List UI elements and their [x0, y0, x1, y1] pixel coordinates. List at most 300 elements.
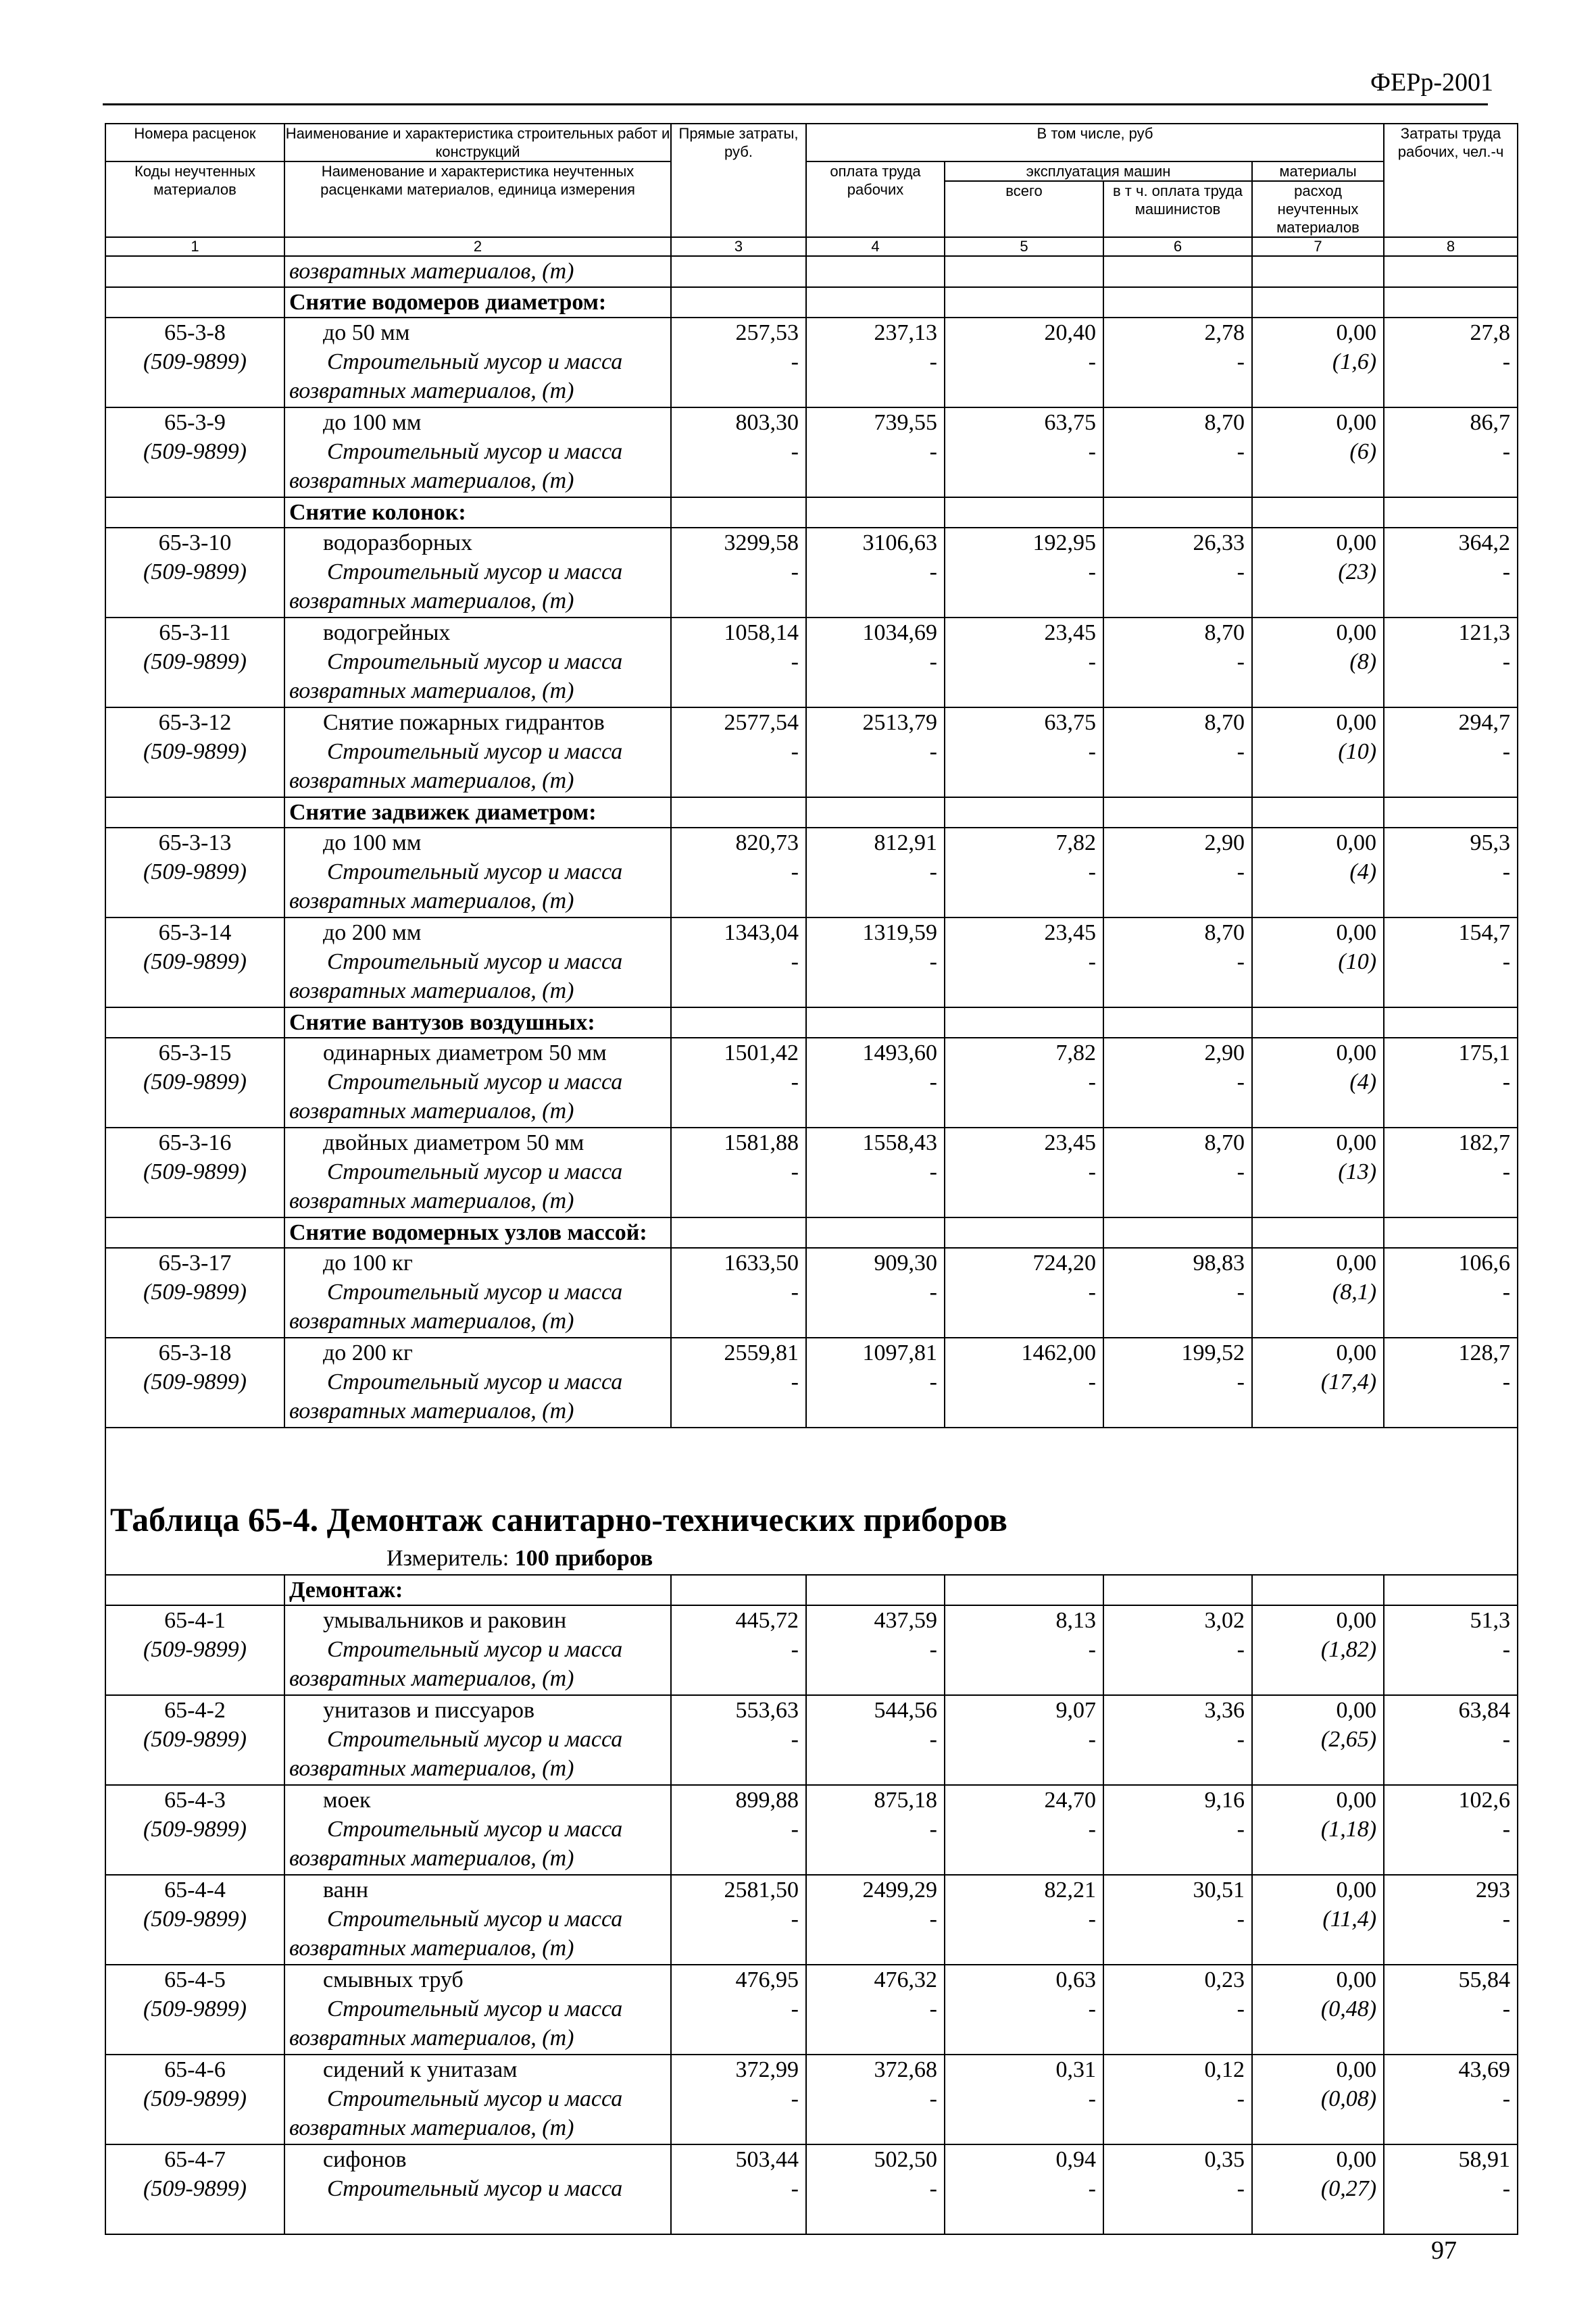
direct-cost [671, 1875, 806, 1965]
dash: - [1088, 949, 1096, 974]
work-name: до 200 кг [323, 1340, 413, 1365]
materials-cost [1252, 1875, 1384, 1965]
materials-cost [1252, 528, 1384, 618]
machine-cost-value: 8,13 [1055, 1608, 1096, 1633]
material-name-cont: возвратных материалов, (т) [289, 1188, 574, 1213]
direct-cost-value: 553,63 [735, 1698, 799, 1723]
labor-cost-value: 909,30 [874, 1251, 937, 1276]
dash: - [791, 1369, 799, 1394]
labor-hours-value: 95,3 [1470, 830, 1511, 855]
materials-cost [1252, 1695, 1384, 1785]
material-name-cont: возвратных материалов, (т) [289, 2115, 574, 2140]
work-description [284, 2144, 671, 2234]
machinist-labor-value: 0,23 [1204, 1967, 1245, 1992]
dash: - [1502, 649, 1511, 674]
direct-cost-value: 1633,50 [724, 1251, 799, 1276]
machine-cost [945, 917, 1103, 1007]
machinist-labor [1103, 917, 1252, 1007]
materials-cost-value: 0,00 [1336, 1967, 1377, 1992]
labor-hours [1384, 528, 1518, 618]
labor-hours [1384, 1338, 1518, 1428]
work-description [284, 618, 671, 707]
machine-cost-value: 23,45 [1044, 1130, 1096, 1155]
machinist-labor-value: 2,90 [1204, 830, 1245, 855]
machine-cost [945, 1875, 1103, 1965]
machine-cost-value: 724,20 [1032, 1251, 1096, 1276]
dash: - [1502, 1159, 1511, 1184]
machine-cost [945, 528, 1103, 618]
machine-cost [945, 407, 1103, 497]
labor-cost-value: 812,91 [874, 830, 937, 855]
material-qty: (0,48) [1320, 1996, 1377, 2021]
direct-cost-value: 257,53 [735, 320, 799, 345]
continuation-row [105, 256, 1518, 287]
material-qty: (0,08) [1320, 2086, 1377, 2111]
direct-cost [671, 1038, 806, 1128]
dash: - [1088, 1907, 1096, 1932]
machinist-labor-value: 26,33 [1193, 530, 1245, 555]
table-row [105, 707, 1518, 797]
table-row [105, 1875, 1518, 1965]
material-name-cont: возвратных материалов, (т) [289, 768, 574, 793]
direct-cost [671, 2144, 806, 2234]
material-qty: (13) [1338, 1159, 1377, 1184]
table-row [105, 828, 1518, 917]
direct-cost [671, 528, 806, 618]
col2-bottom: Наименование и характеристика неучтенных расценками материалов, единица измерения [284, 161, 671, 237]
labor-hours [1384, 707, 1518, 797]
work-name: смывных труб [323, 1967, 464, 1992]
labor-hours [1384, 1248, 1518, 1338]
col6-header: в т ч. оплата труда машинистов [1103, 181, 1252, 237]
empty-cell [945, 287, 1103, 318]
group-title: Снятие вантузов воздушных: [284, 1007, 671, 1038]
dash: - [929, 1907, 937, 1932]
machine-cost-value: 0,31 [1055, 2057, 1096, 2082]
rate-code: 65-4-6 [164, 2057, 226, 2082]
empty-cell [1384, 1217, 1518, 1248]
table2-meter [106, 1543, 1517, 1574]
table-row [105, 318, 1518, 407]
machinist-labor-value: 0,35 [1204, 2147, 1245, 2172]
materials-cost-value: 0,00 [1336, 830, 1377, 855]
materials-cost-value: 0,00 [1336, 1788, 1377, 1813]
machinist-labor-value: 8,70 [1204, 1130, 1245, 1155]
dash: - [1502, 439, 1511, 464]
empty-cell [1384, 797, 1518, 828]
table-row [105, 2144, 1518, 2234]
empty-cell [1252, 797, 1384, 828]
empty-cell [1103, 797, 1252, 828]
dash: - [1237, 1637, 1245, 1662]
dash: - [791, 739, 799, 764]
empty-cell [1252, 1217, 1384, 1248]
material-name-cont: возвратных материалов, (т) [289, 678, 574, 703]
material-qty: (10) [1338, 949, 1377, 974]
dash: - [1237, 1369, 1245, 1394]
labor-hours-value: 43,69 [1458, 2057, 1511, 2082]
table-row [105, 1128, 1518, 1217]
direct-cost-value: 899,88 [735, 1788, 799, 1813]
material-code: (509-9899) [143, 1817, 247, 1842]
dash: - [1502, 859, 1511, 884]
dash: - [791, 1907, 799, 1932]
rate-code: 65-4-3 [164, 1788, 226, 1813]
empty-cell [671, 1575, 806, 1605]
direct-cost-value: 3299,58 [724, 530, 799, 555]
empty-cell [105, 1007, 284, 1038]
machinist-labor [1103, 1965, 1252, 2055]
labor-cost [806, 1785, 945, 1875]
rate-code-cell [105, 1128, 284, 1217]
dash: - [1088, 1817, 1096, 1842]
empty-cell [945, 1575, 1103, 1605]
direct-cost-value: 476,95 [735, 1967, 799, 1992]
work-description [284, 1695, 671, 1785]
material-name: Строительный мусор и масса [327, 1369, 623, 1394]
meter-value: 100 приборов [514, 1546, 653, 1571]
labor-cost-value: 544,56 [874, 1698, 937, 1723]
labor-cost [806, 917, 945, 1007]
labor-hours [1384, 1965, 1518, 2055]
rate-code-cell [105, 528, 284, 618]
material-qty: (23) [1338, 559, 1377, 584]
dash: - [1502, 1817, 1511, 1842]
dash: - [929, 1727, 937, 1752]
empty-cell [806, 797, 945, 828]
direct-cost [671, 1695, 806, 1785]
materials-cost [1252, 917, 1384, 1007]
group-title: Снятие водомеров диаметром: [284, 287, 671, 318]
colnum: 8 [1384, 237, 1518, 256]
dash: - [791, 439, 799, 464]
dash: - [1237, 1159, 1245, 1184]
labor-hours [1384, 1695, 1518, 1785]
empty-cell [806, 497, 945, 528]
materials-cost [1252, 318, 1384, 407]
dash: - [929, 1996, 937, 2021]
dash: - [929, 649, 937, 674]
labor-cost [806, 1248, 945, 1338]
rate-code: 65-3-18 [158, 1340, 232, 1365]
material-name-cont: возвратных материалов, (т) [289, 1399, 574, 1424]
material-name: Строительный мусор и масса [327, 559, 623, 584]
rate-code: 65-3-11 [159, 620, 231, 645]
materials-cost [1252, 1785, 1384, 1875]
dash: - [1237, 1280, 1245, 1305]
dash: - [1237, 1070, 1245, 1095]
machinist-labor [1103, 528, 1252, 618]
material-name: Строительный мусор и масса [327, 349, 623, 374]
empty-cell [1384, 1575, 1518, 1605]
empty-cell [105, 1217, 284, 1248]
material-code: (509-9899) [143, 1727, 247, 1752]
labor-cost-value: 739,55 [874, 410, 937, 435]
machine-cost [945, 2144, 1103, 2234]
machine-cost [945, 1695, 1103, 1785]
dash: - [1237, 739, 1245, 764]
machinist-labor [1103, 1128, 1252, 1217]
work-name: сифонов [323, 2147, 407, 2172]
materials-cost [1252, 1248, 1384, 1338]
group-title: Снятие задвижек диаметром: [284, 797, 671, 828]
direct-cost [671, 318, 806, 407]
empty-cell [1252, 1007, 1384, 1038]
rate-code: 65-3-9 [164, 410, 226, 435]
labor-hours-value: 364,2 [1458, 530, 1511, 555]
empty-cell [806, 1575, 945, 1605]
dash: - [791, 1727, 799, 1752]
table-row [105, 2055, 1518, 2144]
work-description [284, 828, 671, 917]
dash: - [1088, 1727, 1096, 1752]
table-row [105, 1695, 1518, 1785]
work-name: умывальников и раковин [323, 1608, 567, 1633]
machinist-labor [1103, 1038, 1252, 1128]
header-rule [103, 103, 1488, 105]
materials-cost-value: 0,00 [1336, 2057, 1377, 2082]
materials-cost-value: 0,00 [1336, 2147, 1377, 2172]
empty-cell [1384, 287, 1518, 318]
colnum: 7 [1252, 237, 1384, 256]
dash: - [1088, 2086, 1096, 2111]
dash: - [929, 1637, 937, 1662]
labor-cost-value: 1097,81 [862, 1340, 937, 1365]
colnum: 3 [671, 237, 806, 256]
colnum: 5 [945, 237, 1103, 256]
table-body [105, 256, 1518, 2234]
material-qty: (4) [1349, 859, 1377, 884]
labor-cost [806, 707, 945, 797]
dash: - [1088, 439, 1096, 464]
work-name: до 50 мм [323, 320, 410, 345]
machine-cost [945, 1128, 1103, 1217]
page-number: 97 [1431, 2236, 1457, 2265]
labor-cost [806, 528, 945, 618]
labor-cost-value: 1493,60 [862, 1040, 937, 1065]
work-name: до 100 мм [323, 830, 422, 855]
labor-hours [1384, 828, 1518, 917]
dash: - [791, 2086, 799, 2111]
dash: - [1502, 1637, 1511, 1662]
dash: - [1502, 949, 1511, 974]
machine-cost-value: 63,75 [1044, 710, 1096, 735]
labor-hours-value: 293 [1476, 1878, 1511, 1903]
dash: - [1088, 1070, 1096, 1095]
empty-cell [945, 797, 1103, 828]
rate-code: 65-3-17 [158, 1251, 232, 1276]
dash: - [1502, 1369, 1511, 1394]
dash: - [929, 559, 937, 584]
material-name-cont: возвратных материалов, (т) [289, 1309, 574, 1334]
material-code: (509-9899) [143, 349, 247, 374]
rate-code-cell [105, 2144, 284, 2234]
work-description [284, 1875, 671, 1965]
labor-cost-value: 2513,79 [862, 710, 937, 735]
dash: - [1237, 1727, 1245, 1752]
dash: - [1088, 859, 1096, 884]
labor-hours [1384, 318, 1518, 407]
document-code: ФЕРр-2001 [1370, 68, 1493, 97]
rate-code: 65-4-5 [164, 1967, 226, 1992]
dash: - [1237, 559, 1245, 584]
dash: - [791, 2176, 799, 2201]
labor-hours-value: 55,84 [1458, 1967, 1511, 1992]
labor-hours [1384, 1038, 1518, 1128]
group-title: Снятие водомерных узлов массой: [284, 1217, 671, 1248]
materials-cost [1252, 618, 1384, 707]
dash: - [1237, 859, 1245, 884]
continuation-text: возвратных материалов, (т) [284, 256, 671, 287]
materials-cost-value: 0,00 [1336, 1340, 1377, 1365]
labor-hours [1384, 1875, 1518, 1965]
work-description [284, 318, 671, 407]
direct-cost-value: 2577,54 [724, 710, 799, 735]
material-qty: (0,27) [1320, 2176, 1377, 2201]
table-row [105, 1248, 1518, 1338]
material-name-cont: возвратных материалов, (т) [289, 1099, 574, 1124]
rate-code-cell [105, 1875, 284, 1965]
material-code: (509-9899) [143, 559, 247, 584]
direct-cost [671, 917, 806, 1007]
empty-cell [105, 287, 284, 318]
labor-cost [806, 2055, 945, 2144]
empty-cell [105, 497, 284, 528]
material-code: (509-9899) [143, 1637, 247, 1662]
machinist-labor-value: 199,52 [1181, 1340, 1245, 1365]
material-name-cont: возвратных материалов, (т) [289, 1756, 574, 1781]
labor-hours-value: 27,8 [1470, 320, 1511, 345]
dash: - [791, 1996, 799, 2021]
col1-bottom: Коды неучтенных материалов [105, 161, 284, 237]
dash: - [1237, 2176, 1245, 2201]
table-row [105, 1605, 1518, 1695]
dash: - [791, 1280, 799, 1305]
materials-cost-value: 0,00 [1336, 530, 1377, 555]
rate-code-cell [105, 917, 284, 1007]
materials-cost [1252, 1338, 1384, 1428]
material-qty: (10) [1338, 739, 1377, 764]
dash: - [1237, 1996, 1245, 2021]
machinist-labor-value: 2,90 [1204, 1040, 1245, 1065]
direct-cost-value: 2581,50 [724, 1878, 799, 1903]
group-title: Снятие колонок: [284, 497, 671, 528]
machinist-labor-value: 3,36 [1204, 1698, 1245, 1723]
rate-code: 65-3-14 [158, 920, 232, 945]
direct-cost-value: 2559,81 [724, 1340, 799, 1365]
labor-cost-value: 3106,63 [862, 530, 937, 555]
machine-cost-value: 7,82 [1055, 830, 1096, 855]
material-code: (509-9899) [143, 2086, 247, 2111]
material-code: (509-9899) [143, 1280, 247, 1305]
rates-table [105, 123, 1518, 2235]
labor-cost [806, 1128, 945, 1217]
machinist-labor [1103, 707, 1252, 797]
material-qty: (1,6) [1332, 349, 1377, 374]
dash: - [1088, 1637, 1096, 1662]
direct-cost [671, 2055, 806, 2144]
labor-cost-value: 1319,59 [862, 920, 937, 945]
rate-code: 65-3-8 [164, 320, 226, 345]
empty-cell [1252, 1575, 1384, 1605]
direct-cost [671, 618, 806, 707]
materials-cost-value: 0,00 [1336, 320, 1377, 345]
dash: - [791, 649, 799, 674]
material-qty: (8,1) [1332, 1280, 1377, 1305]
direct-cost-value: 1501,42 [724, 1040, 799, 1065]
empty-cell [1103, 1575, 1252, 1605]
direct-cost-value: 372,99 [735, 2057, 799, 2082]
group-title-row [105, 1575, 1518, 1605]
labor-cost-value: 237,13 [874, 320, 937, 345]
machinist-labor [1103, 828, 1252, 917]
table-row [105, 917, 1518, 1007]
empty-cell [1384, 1007, 1518, 1038]
labor-hours-value: 86,7 [1470, 410, 1511, 435]
rate-code: 65-3-12 [158, 710, 232, 735]
labor-cost-value: 437,59 [874, 1608, 937, 1633]
rate-code: 65-3-16 [158, 1130, 232, 1155]
work-description [284, 528, 671, 618]
direct-cost-value: 820,73 [735, 830, 799, 855]
table2-title-cell [105, 1496, 1518, 1575]
labor-hours-value: 128,7 [1458, 1340, 1511, 1365]
material-name-cont: возвратных материалов, (т) [289, 2026, 574, 2051]
material-name: Строительный мусор и масса [327, 1996, 623, 2021]
dash: - [1502, 1907, 1511, 1932]
rate-code: 65-3-13 [158, 830, 232, 855]
direct-cost [671, 407, 806, 497]
dash: - [929, 739, 937, 764]
rate-code-cell [105, 407, 284, 497]
machine-cost [945, 318, 1103, 407]
table2-title: Таблица 65-4. Демонтаж санитарно-технических приборов [110, 1501, 1007, 1538]
machinist-labor [1103, 1785, 1252, 1875]
labor-cost [806, 1038, 945, 1128]
dash: - [1237, 1817, 1245, 1842]
machine-cost-value: 24,70 [1044, 1788, 1096, 1813]
table-row [105, 1785, 1518, 1875]
material-name: Строительный мусор и масса [327, 649, 623, 674]
direct-cost [671, 828, 806, 917]
machine-cost-value: 1462,00 [1021, 1340, 1096, 1365]
rate-code-cell [105, 1695, 284, 1785]
machine-cost [945, 2055, 1103, 2144]
dash: - [929, 949, 937, 974]
machine-cost-value: 23,45 [1044, 920, 1096, 945]
material-name-cont: возвратных материалов, (т) [289, 468, 574, 493]
labor-hours-value: 121,3 [1458, 620, 1511, 645]
col7-header: расход неучтенных материалов [1252, 181, 1384, 237]
dash: - [1502, 559, 1511, 584]
empty-cell [1252, 287, 1384, 318]
incl-header: В том числе, руб [806, 124, 1384, 161]
materials-cost-value: 0,00 [1336, 920, 1377, 945]
machine-cost-value: 82,21 [1044, 1878, 1096, 1903]
machinist-labor [1103, 618, 1252, 707]
machinist-labor-value: 8,70 [1204, 620, 1245, 645]
empty-cell [671, 287, 806, 318]
col4-header: оплата труда рабочих [806, 161, 945, 237]
materials-cost-value: 0,00 [1336, 1130, 1377, 1155]
dash: - [1088, 1159, 1096, 1184]
materials-cost [1252, 828, 1384, 917]
gap-cell [105, 1428, 1518, 1496]
work-name: одинарных диаметром 50 мм [323, 1040, 607, 1065]
labor-cost-value: 2499,29 [862, 1878, 937, 1903]
machine-cost [945, 1038, 1103, 1128]
material-code: (509-9899) [143, 649, 247, 674]
